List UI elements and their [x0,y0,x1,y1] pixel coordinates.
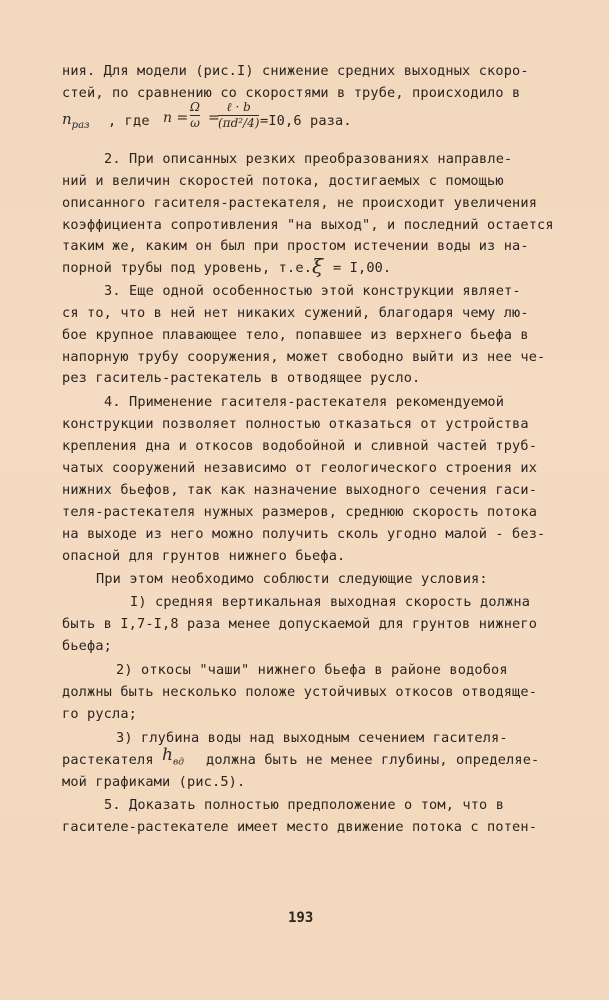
text-line: нижних бьефов, так как назначение выходного сечения гаси- [62,482,538,498]
text-line: =I0,6 раза. [260,113,352,129]
text-line: описанного гасителя-растекателя, не происходит увеличения [62,195,538,211]
text-line: бьефа; [62,638,113,654]
fraction-area: ℓ · b (πd²/4) [218,100,260,130]
text-line: коэффициента сопротивления "на выход", и последний остается [62,217,554,233]
text-line: гасителе-растекателе имеет место движение потока с потен- [62,819,538,835]
text-line: растекателя [62,752,154,768]
text-line: 3. Еще одной особенностью этой конструкции являет- [104,283,521,299]
text-line: быть в I,7-I,8 раза менее допускаемой для грунтов нижнего [62,616,538,632]
text-line: I) средняя вертикальная выходная скорость должна [130,594,531,610]
text-line: порной трубы под уровень, т.е. [62,260,313,276]
text-line: таким же, каким он был при простом истечении воды из на- [62,238,529,254]
text-line: 4. Применение гасителя-растекателя рекомендуемой [104,394,505,410]
text-line: 2) откосы "чаши" нижнего бьефа в районе водобоя [116,662,508,678]
formula-equals: = [208,110,220,126]
text-line: теля-растекателя нужных размеров, среднюю скорость потока [62,504,538,520]
text-line: должны быть несколько положе устойчивых откосов отводяще- [62,684,538,700]
text-line: 2. При описанных резких преобразованиях направле- [104,151,513,167]
text-line: стей, по сравнению со скоростями в трубе, происходило в [62,85,521,101]
text-line: 3) глубина воды над выходным сечением гасителя- [116,730,508,746]
text-line: мой графиками (рис.5). [62,774,246,790]
text-line: ся то, что в ней нет никаких сужений, благодаря чему лю- [62,305,529,321]
text-line: При этом необходимо соблюсти следующие условия: [96,571,488,587]
text-line: ний и величин скоростей потока, достигаемых с помощью [62,173,504,189]
text-line: должна быть не менее глубины, определяе- [206,752,540,768]
h-symbol: $h_{вд}$ [162,745,184,768]
text-line: напорную трубу сооружения, может свободно выйти из нее че- [62,349,546,365]
text-line: го русла; [62,706,138,722]
text-line: 5. Доказать полностью предположение о том, что в [104,797,505,813]
formula-n: n = [163,110,189,126]
fraction-omega: Ω ω [190,100,200,130]
text-line: = I,00. [333,260,392,276]
text-line: бое крупное плавающее тело, попавшее из верхнего бьефа в [62,327,529,343]
text-line: конструкции позволяет полностью отказаться от устройства [62,416,529,432]
text-line: опасной для грунтов нижнего бьефа. [62,548,346,564]
xi-symbol: ξ [312,254,324,278]
text-line: крепления дна и откосов водобойной и сливной частей труб- [62,438,538,454]
text-line: на выходе из него можно получить сколь угодно малой - без- [62,526,546,542]
text-line: рез гаситель-растекатель в отводящее русло. [62,370,421,386]
text-line: чатых сооружений независимо от геологического строения их [62,460,538,476]
page-number: 193 [288,910,314,926]
n-raz-symbol: $n_{раз}$ [62,110,90,131]
text-line: , где [108,113,150,129]
text-line: ния. Для модели (рис.I) снижение средних выходных скоро- [62,63,529,79]
